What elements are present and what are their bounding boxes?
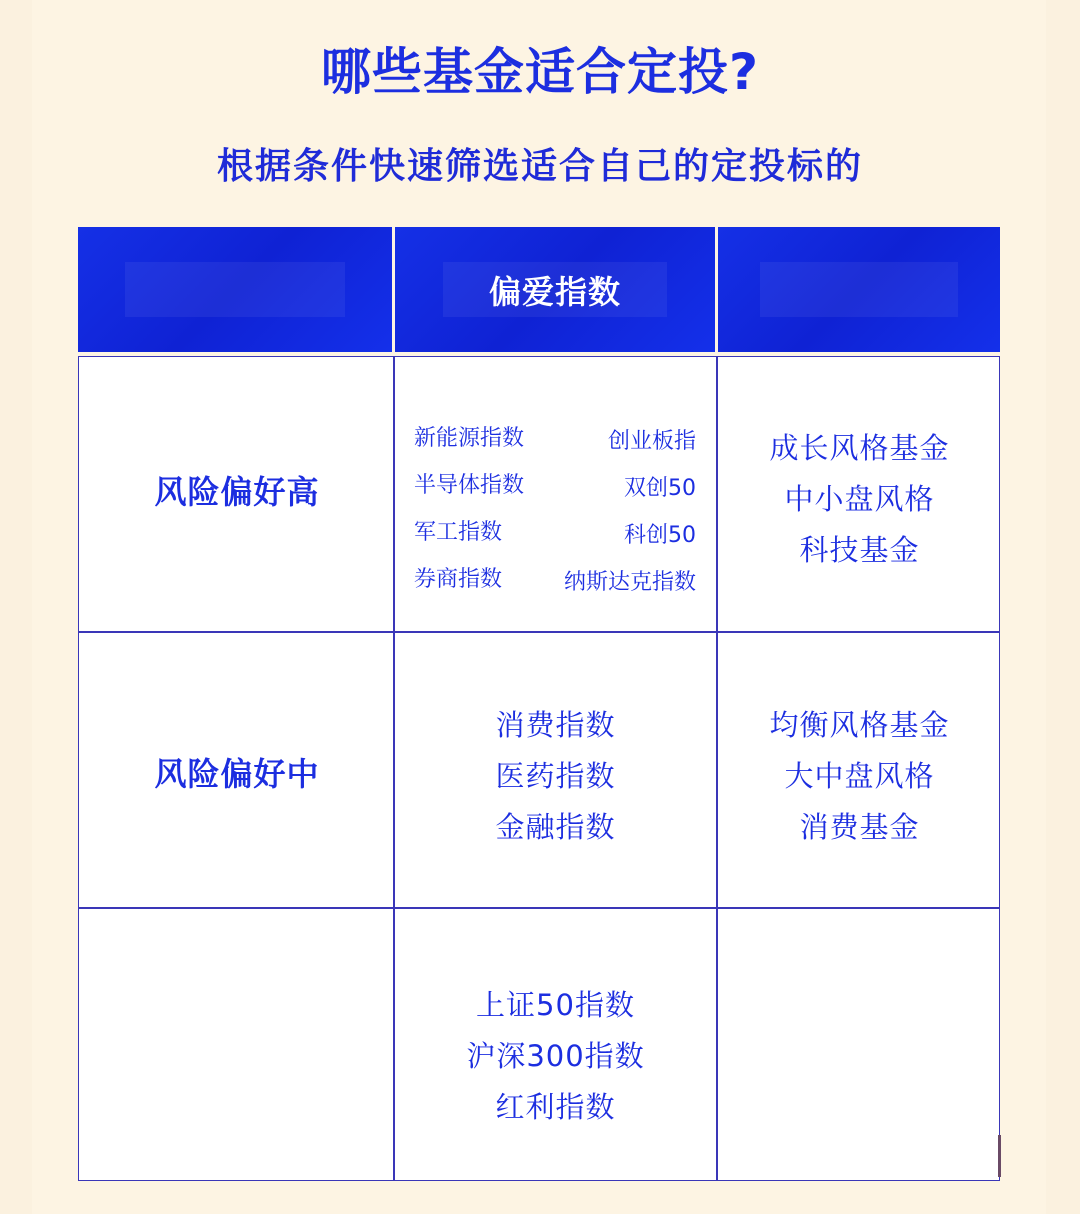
fund-list-high-risk <box>718 423 1001 576</box>
page-title: 哪些基金适合定投? <box>320 43 759 101</box>
index-item: 双创50 <box>624 476 696 501</box>
index-item: 金融指数 <box>495 810 616 844</box>
index-item: 纳斯达克指数 <box>563 570 696 595</box>
row-divider <box>79 907 999 909</box>
index-list-low-risk <box>395 980 716 1133</box>
index-item: 科创50 <box>624 523 696 548</box>
index-item: 上证50指数 <box>476 988 635 1022</box>
fund-item: 大中盘风格 <box>784 759 935 793</box>
header-cell-fund <box>718 227 1000 352</box>
fund-item: 成长风格基金 <box>769 431 950 465</box>
row-label-high-risk: 风险偏好高 <box>154 473 320 511</box>
header-label-index: 偏爱指数 <box>488 272 621 311</box>
index-item: 创业板指 <box>607 429 696 454</box>
index-item: 券商指数 <box>414 567 503 592</box>
fund-table <box>78 227 1000 1181</box>
fund-item: 均衡风格基金 <box>769 708 950 742</box>
fund-list-medium-risk <box>718 700 1001 853</box>
edge-mark <box>998 1135 1001 1177</box>
index-item: 军工指数 <box>414 520 503 545</box>
index-item: 半导体指数 <box>414 473 525 498</box>
index-item: 沪深300指数 <box>466 1039 645 1073</box>
fund-item: 中小盘风格 <box>784 482 935 516</box>
header-cell-index <box>395 227 715 352</box>
index-list-medium-risk <box>395 700 716 853</box>
table-body <box>78 356 1000 1181</box>
index-item: 消费指数 <box>495 708 616 742</box>
fund-item: 消费基金 <box>799 810 920 844</box>
header-cell-risk <box>78 227 392 352</box>
index-item: 医药指数 <box>495 759 616 793</box>
index-item: 红利指数 <box>495 1090 616 1124</box>
row-divider <box>79 631 999 633</box>
row-label-medium-risk: 风险偏好中 <box>154 755 320 793</box>
fund-item: 科技基金 <box>799 533 920 567</box>
page-subtitle: 根据条件快速筛选适合自己的定投标的 <box>216 146 863 187</box>
index-item: 新能源指数 <box>414 426 525 451</box>
